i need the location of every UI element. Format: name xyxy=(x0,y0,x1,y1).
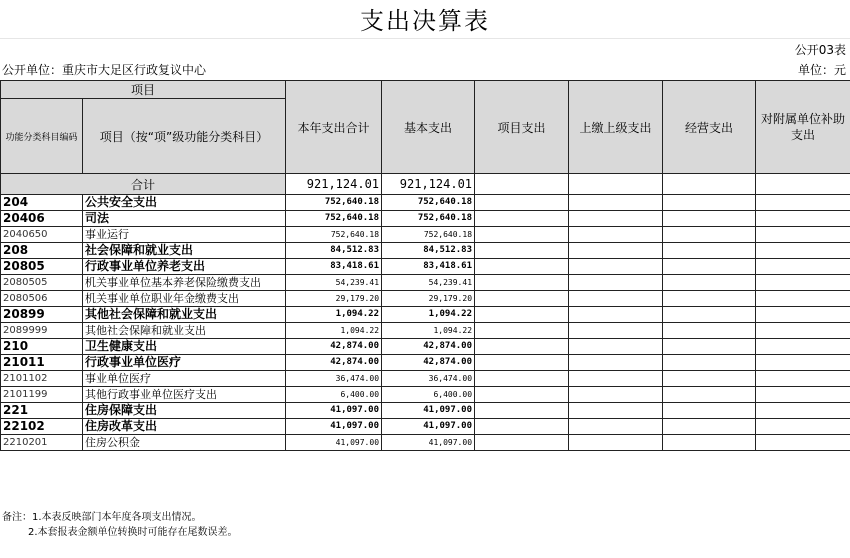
row-code: 2080505 xyxy=(1,275,83,291)
row-subsidy xyxy=(756,259,850,275)
row-name: 住房改革支出 xyxy=(83,419,286,435)
row-upper xyxy=(569,419,663,435)
row-total: 752,640.18 xyxy=(286,195,382,211)
header-basic: 基本支出 xyxy=(382,81,475,174)
row-code: 22102 xyxy=(1,419,83,435)
row-operate xyxy=(663,211,756,227)
row-name: 机关事业单位职业年金缴费支出 xyxy=(83,291,286,307)
total-label: 合计 xyxy=(1,174,286,195)
row-name: 其他行政事业单位医疗支出 xyxy=(83,387,286,403)
row-subsidy xyxy=(756,275,850,291)
row-project xyxy=(475,435,569,451)
row-total: 752,640.18 xyxy=(286,227,382,243)
row-name: 社会保障和就业支出 xyxy=(83,243,286,259)
row-upper xyxy=(569,291,663,307)
row-name: 其他社会保障和就业支出 xyxy=(83,307,286,323)
row-upper xyxy=(569,259,663,275)
row-name: 公共安全支出 xyxy=(83,195,286,211)
row-code: 221 xyxy=(1,403,83,419)
row-operate xyxy=(663,307,756,323)
row-upper xyxy=(569,243,663,259)
row-subsidy xyxy=(756,211,850,227)
header-total: 本年支出合计 xyxy=(286,81,382,174)
row-code: 2080506 xyxy=(1,291,83,307)
row-total: 1,094.22 xyxy=(286,323,382,339)
table-row xyxy=(1,291,850,307)
row-name: 司法 xyxy=(83,211,286,227)
row-basic: 41,097.00 xyxy=(382,419,475,435)
table-row xyxy=(1,195,850,211)
row-total: 42,874.00 xyxy=(286,339,382,355)
table-row xyxy=(1,259,850,275)
table-row xyxy=(1,211,850,227)
row-basic: 29,179.20 xyxy=(382,291,475,307)
row-basic: 752,640.18 xyxy=(382,195,475,211)
row-subsidy xyxy=(756,419,850,435)
row-project xyxy=(475,387,569,403)
header-name: 项目（按“项”级功能分类科目） xyxy=(83,99,286,174)
row-operate xyxy=(663,435,756,451)
table-row xyxy=(1,371,850,387)
notes xyxy=(2,510,238,540)
row-project xyxy=(475,403,569,419)
row-basic: 42,874.00 xyxy=(382,339,475,355)
row-project xyxy=(475,339,569,355)
row-operate xyxy=(663,227,756,243)
row-name: 行政事业单位养老支出 xyxy=(83,259,286,275)
total-basic: 921,124.01 xyxy=(382,174,475,195)
row-basic: 1,094.22 xyxy=(382,323,475,339)
header-upper: 上缴上级支出 xyxy=(569,81,663,174)
row-basic: 6,400.00 xyxy=(382,387,475,403)
header-project: 项目支出 xyxy=(475,81,569,174)
total-project xyxy=(475,174,569,195)
row-basic: 42,874.00 xyxy=(382,355,475,371)
total-operate xyxy=(663,174,756,195)
table-row xyxy=(1,243,850,259)
row-total: 6,400.00 xyxy=(286,387,382,403)
row-total: 752,640.18 xyxy=(286,211,382,227)
note-2: 2.本套报表金额单位转换时可能存在尾数误差。 xyxy=(28,527,238,538)
row-upper xyxy=(569,307,663,323)
row-project xyxy=(475,243,569,259)
table-row xyxy=(1,307,850,323)
row-subsidy xyxy=(756,339,850,355)
table-row xyxy=(1,227,850,243)
row-project xyxy=(475,323,569,339)
row-subsidy xyxy=(756,371,850,387)
table-row xyxy=(1,355,850,371)
row-total: 36,474.00 xyxy=(286,371,382,387)
row-upper xyxy=(569,371,663,387)
row-basic: 1,094.22 xyxy=(382,307,475,323)
row-operate xyxy=(663,419,756,435)
row-upper xyxy=(569,275,663,291)
row-code: 2101102 xyxy=(1,371,83,387)
row-name: 行政事业单位医疗 xyxy=(83,355,286,371)
row-upper xyxy=(569,355,663,371)
row-code: 20406 xyxy=(1,211,83,227)
row-code: 2089999 xyxy=(1,323,83,339)
row-code: 20899 xyxy=(1,307,83,323)
expenditure-table xyxy=(0,80,850,451)
row-name: 住房保障支出 xyxy=(83,403,286,419)
header-subsidy: 对附属单位补助支出 xyxy=(756,81,850,174)
row-upper xyxy=(569,195,663,211)
row-subsidy xyxy=(756,403,850,419)
row-upper xyxy=(569,227,663,243)
row-upper xyxy=(569,403,663,419)
row-upper xyxy=(569,387,663,403)
row-subsidy xyxy=(756,291,850,307)
row-project xyxy=(475,419,569,435)
total-subsidy xyxy=(756,174,850,195)
currency-unit: 单位：元 xyxy=(797,63,846,77)
row-project xyxy=(475,227,569,243)
row-total: 41,097.00 xyxy=(286,435,382,451)
total-row xyxy=(1,174,850,195)
row-upper xyxy=(569,435,663,451)
row-project xyxy=(475,291,569,307)
row-project xyxy=(475,195,569,211)
row-subsidy xyxy=(756,323,850,339)
table-row xyxy=(1,339,850,355)
row-total: 83,418.61 xyxy=(286,259,382,275)
row-name: 机关事业单位基本养老保险缴费支出 xyxy=(83,275,286,291)
table-row xyxy=(1,275,850,291)
row-operate xyxy=(663,387,756,403)
row-upper xyxy=(569,211,663,227)
table-row xyxy=(1,419,850,435)
total-amount: 921,124.01 xyxy=(286,174,382,195)
row-total: 29,179.20 xyxy=(286,291,382,307)
row-operate xyxy=(663,291,756,307)
row-basic: 84,512.83 xyxy=(382,243,475,259)
row-code: 20805 xyxy=(1,259,83,275)
row-basic: 41,097.00 xyxy=(382,435,475,451)
row-total: 42,874.00 xyxy=(286,355,382,371)
row-operate xyxy=(663,355,756,371)
row-code: 21011 xyxy=(1,355,83,371)
row-operate xyxy=(663,403,756,419)
row-basic: 752,640.18 xyxy=(382,211,475,227)
row-name: 事业运行 xyxy=(83,227,286,243)
row-code: 208 xyxy=(1,243,83,259)
row-code: 2040650 xyxy=(1,227,83,243)
row-total: 84,512.83 xyxy=(286,243,382,259)
row-upper xyxy=(569,323,663,339)
row-operate xyxy=(663,275,756,291)
row-code: 2210201 xyxy=(1,435,83,451)
row-operate xyxy=(663,371,756,387)
row-subsidy xyxy=(756,227,850,243)
header-item-group: 项目 xyxy=(1,81,286,99)
table-row xyxy=(1,435,850,451)
note-1: 备注：1.本表反映部门本年度各项支出情况。 xyxy=(2,512,202,523)
page-title: 支出决算表 xyxy=(360,7,490,35)
header-operate: 经营支出 xyxy=(663,81,756,174)
table-row xyxy=(1,387,850,403)
row-project xyxy=(475,307,569,323)
row-project xyxy=(475,211,569,227)
table-row xyxy=(1,403,850,419)
row-name: 住房公积金 xyxy=(83,435,286,451)
row-subsidy xyxy=(756,243,850,259)
row-project xyxy=(475,371,569,387)
row-basic: 83,418.61 xyxy=(382,259,475,275)
row-subsidy xyxy=(756,195,850,211)
row-code: 204 xyxy=(1,195,83,211)
total-upper xyxy=(569,174,663,195)
row-basic: 54,239.41 xyxy=(382,275,475,291)
row-name: 事业单位医疗 xyxy=(83,371,286,387)
reporting-unit: 公开单位：重庆市大足区行政复议中心 xyxy=(2,63,207,77)
row-operate xyxy=(663,195,756,211)
row-upper xyxy=(569,339,663,355)
row-code: 2101199 xyxy=(1,387,83,403)
row-total: 1,094.22 xyxy=(286,307,382,323)
row-operate xyxy=(663,323,756,339)
row-name: 其他社会保障和就业支出 xyxy=(83,323,286,339)
row-code: 210 xyxy=(1,339,83,355)
row-basic: 752,640.18 xyxy=(382,227,475,243)
row-total: 41,097.00 xyxy=(286,403,382,419)
header-code: 功能分类科目编码 xyxy=(1,99,83,174)
row-name: 卫生健康支出 xyxy=(83,339,286,355)
row-total: 41,097.00 xyxy=(286,419,382,435)
row-subsidy xyxy=(756,307,850,323)
row-subsidy xyxy=(756,435,850,451)
row-project xyxy=(475,275,569,291)
row-basic: 41,097.00 xyxy=(382,403,475,419)
row-basic: 36,474.00 xyxy=(382,371,475,387)
row-project xyxy=(475,259,569,275)
row-operate xyxy=(663,243,756,259)
row-subsidy xyxy=(756,355,850,371)
form-number: 公开03表 xyxy=(794,43,846,57)
row-total: 54,239.41 xyxy=(286,275,382,291)
row-operate xyxy=(663,259,756,275)
row-project xyxy=(475,355,569,371)
row-subsidy xyxy=(756,387,850,403)
table-row xyxy=(1,323,850,339)
row-operate xyxy=(663,339,756,355)
